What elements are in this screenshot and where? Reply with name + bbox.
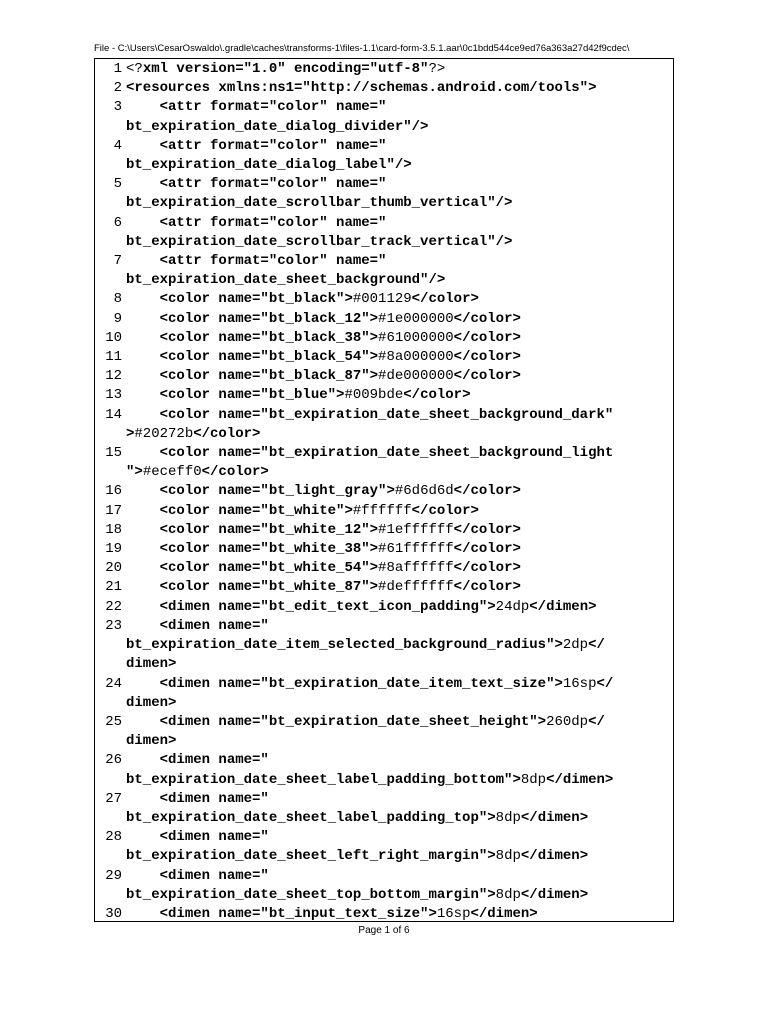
line-content bbox=[122, 540, 670, 559]
xml-markup: </dimen> bbox=[520, 809, 589, 826]
line-number: 27 bbox=[105, 790, 122, 807]
xml-value: #de000000 bbox=[378, 368, 454, 385]
line-number: 4 bbox=[113, 137, 122, 154]
xml-markup: <color name="bt_light_gray"> bbox=[126, 483, 395, 500]
code-line bbox=[100, 905, 670, 924]
xml-markup: <color name="bt_black_54"> bbox=[126, 349, 379, 366]
xml-markup: <color name="bt_white_12"> bbox=[126, 521, 379, 538]
line-number: 17 bbox=[105, 502, 122, 519]
xml-markup: </dimen> bbox=[520, 848, 589, 865]
xml-markup: </color> bbox=[453, 349, 521, 366]
xml-value: 8dp bbox=[495, 848, 521, 865]
code-line bbox=[100, 713, 670, 751]
line-content bbox=[122, 329, 670, 348]
line-content bbox=[122, 98, 670, 136]
xml-markup: </color> bbox=[453, 483, 521, 500]
line-number: 10 bbox=[105, 329, 122, 346]
xml-value: 8dp bbox=[520, 771, 547, 788]
xml-value: 260dp bbox=[546, 713, 589, 730]
code-line bbox=[100, 598, 670, 617]
xml-value: 24dp bbox=[495, 598, 530, 615]
xml-markup: <dimen name=" bt_expiration_date_sheet_left_right_margin"> bbox=[126, 829, 496, 865]
xml-markup: <dimen name=" bt_expiration_date_sheet_label_padding_top"> bbox=[126, 790, 496, 826]
xml-markup: xml version="1.0" encoding="utf-8" bbox=[142, 61, 429, 77]
code-line bbox=[100, 406, 670, 444]
line-content bbox=[122, 598, 670, 617]
line-content bbox=[122, 252, 670, 290]
xml-markup: <color name="bt_white"> bbox=[126, 502, 353, 519]
line-number: 6 bbox=[113, 214, 122, 231]
code-line bbox=[100, 578, 670, 597]
xml-value: #8a000000 bbox=[378, 349, 454, 366]
xml-markup: </color> bbox=[453, 310, 521, 327]
code-line bbox=[100, 60, 670, 79]
xml-markup: </color> bbox=[411, 291, 479, 308]
line-number: 24 bbox=[105, 675, 122, 692]
xml-markup: </color> bbox=[193, 425, 261, 442]
code-line bbox=[100, 310, 670, 329]
code-line bbox=[100, 252, 670, 290]
code-line bbox=[100, 790, 670, 828]
code-line bbox=[100, 482, 670, 501]
xml-markup: </color> bbox=[403, 387, 471, 404]
xml-markup: <attr format="color" name=" bt_expiration_date_dialog_divider"/> bbox=[126, 99, 429, 135]
line-content bbox=[122, 675, 670, 713]
line-content bbox=[122, 137, 670, 175]
xml-value: #001129 bbox=[352, 291, 412, 308]
code-listing bbox=[100, 60, 670, 924]
xml-markup: <color name="bt_expiration_date_sheet_background_light "> bbox=[126, 445, 614, 481]
xml-value: #61000000 bbox=[378, 329, 454, 346]
xml-markup: <color name="bt_blue"> bbox=[126, 387, 345, 404]
code-line bbox=[100, 675, 670, 713]
line-number: 21 bbox=[105, 579, 122, 596]
line-content bbox=[122, 444, 670, 482]
code-line bbox=[100, 617, 670, 675]
line-number: 9 bbox=[113, 310, 122, 327]
line-number: 14 bbox=[105, 406, 122, 423]
code-line bbox=[100, 751, 670, 789]
line-content bbox=[122, 828, 670, 866]
xml-value: #8affffff bbox=[378, 560, 454, 577]
line-content bbox=[122, 905, 670, 924]
xml-value: #61ffffff bbox=[378, 541, 454, 558]
xml-markup: <color name="bt_black_87"> bbox=[126, 368, 379, 385]
xml-markup: <dimen name="bt_edit_text_icon_padding"> bbox=[126, 598, 496, 615]
line-content bbox=[122, 60, 670, 79]
line-content bbox=[122, 751, 670, 789]
line-content bbox=[122, 790, 670, 828]
xml-markup: </color> bbox=[411, 502, 479, 519]
line-content bbox=[122, 367, 670, 386]
xml-value: 16sp bbox=[436, 905, 471, 922]
line-number: 7 bbox=[113, 253, 122, 270]
code-line bbox=[100, 444, 670, 482]
xml-markup: </ dimen> bbox=[126, 713, 605, 750]
xml-markup: <dimen name="bt_expiration_date_sheet_height"> bbox=[126, 713, 547, 730]
line-number: 13 bbox=[105, 387, 122, 404]
line-content bbox=[122, 867, 670, 905]
xml-value: #009bde bbox=[344, 387, 404, 404]
line-number: 22 bbox=[105, 598, 122, 615]
code-line bbox=[100, 348, 670, 367]
code-line bbox=[100, 290, 670, 309]
xml-markup: <attr format="color" name=" bt_expiration_date_scrollbar_thumb_vertical"/> bbox=[126, 176, 513, 212]
line-number: 28 bbox=[105, 829, 122, 846]
code-line bbox=[100, 559, 670, 578]
line-content bbox=[122, 713, 670, 751]
line-number: 18 bbox=[105, 521, 122, 538]
xml-value: #1e000000 bbox=[378, 310, 454, 327]
xml-markup: <color name="bt_white_87"> bbox=[126, 579, 379, 596]
line-number: 15 bbox=[105, 445, 122, 462]
xml-markup: </color> bbox=[453, 521, 521, 538]
code-line bbox=[100, 137, 670, 175]
xml-value: 2dp bbox=[562, 637, 589, 654]
line-number: 12 bbox=[105, 368, 122, 385]
xml-markup: </color> bbox=[453, 329, 521, 346]
line-content bbox=[122, 290, 670, 309]
line-number: 23 bbox=[105, 617, 122, 634]
xml-value: <? bbox=[126, 61, 143, 77]
xml-value: #ffffff bbox=[352, 502, 412, 519]
xml-markup: </dimen> bbox=[520, 886, 589, 903]
page-number: Page 1 of 6 bbox=[358, 925, 410, 936]
code-line bbox=[100, 828, 670, 866]
xml-markup: </dimen> bbox=[546, 771, 614, 788]
file-path-header: File - C:\Users\CesarOswaldo\.gradle\caches\transforms-1\files-1.1\card-form-3.5.1.aar\0c1bdd544ce9ed76a363a27d42f9cdec\ bbox=[94, 43, 630, 54]
xml-markup: <attr format="color" name=" bt_expiration_date_scrollbar_track_vertical"/> bbox=[126, 214, 513, 250]
xml-markup: </dimen> bbox=[529, 598, 597, 615]
xml-markup: <dimen name=" bt_expiration_date_sheet_top_bottom_margin"> bbox=[126, 867, 496, 903]
xml-markup: <dimen name=" bt_expiration_date_sheet_label_padding_bottom"> bbox=[126, 752, 521, 788]
xml-markup: <resources xmlns:ns1="http://schemas.android.com/tools"> bbox=[126, 80, 597, 97]
code-line bbox=[100, 175, 670, 213]
xml-markup: <attr format="color" name=" bt_expiration_date_sheet_background"/> bbox=[126, 253, 446, 289]
xml-value: #6d6d6d bbox=[394, 483, 454, 500]
code-line bbox=[100, 79, 670, 98]
xml-markup: </dimen> bbox=[470, 905, 538, 922]
line-content bbox=[122, 482, 670, 501]
xml-value: 8dp bbox=[495, 886, 521, 903]
xml-markup: <color name="bt_white_54"> bbox=[126, 560, 379, 577]
line-number: 25 bbox=[105, 713, 122, 730]
line-number: 16 bbox=[105, 483, 122, 500]
line-number: 2 bbox=[113, 80, 122, 97]
line-number: 5 bbox=[113, 176, 122, 193]
line-number: 11 bbox=[105, 349, 122, 366]
line-content bbox=[122, 406, 670, 444]
xml-value: #20272b bbox=[134, 425, 194, 442]
xml-markup: <dimen name="bt_expiration_date_item_text_size"> bbox=[126, 675, 563, 692]
xml-markup: </color> bbox=[201, 464, 269, 481]
xml-markup: </ dimen> bbox=[126, 637, 605, 673]
line-number: 8 bbox=[113, 291, 122, 308]
code-line bbox=[100, 329, 670, 348]
xml-value: 16sp bbox=[562, 675, 597, 692]
xml-markup: <attr format="color" name=" bt_expiration_date_dialog_label"/> bbox=[126, 137, 412, 174]
line-content bbox=[122, 521, 670, 540]
line-number: 29 bbox=[105, 867, 122, 884]
xml-markup: <color name="bt_black"> bbox=[126, 291, 353, 308]
code-line bbox=[100, 98, 670, 136]
line-content bbox=[122, 348, 670, 367]
line-content bbox=[122, 175, 670, 213]
xml-markup: <color name="bt_white_38"> bbox=[126, 541, 379, 558]
code-line bbox=[100, 867, 670, 905]
xml-value: ?> bbox=[428, 61, 446, 77]
line-number: 30 bbox=[105, 905, 122, 922]
line-number: 26 bbox=[105, 752, 122, 769]
xml-markup: <dimen name=" bt_expiration_date_item_selected_background_radius"> bbox=[126, 617, 563, 654]
code-line bbox=[100, 367, 670, 386]
xml-value: 8dp bbox=[495, 809, 521, 826]
code-line bbox=[100, 386, 670, 405]
code-line bbox=[100, 502, 670, 521]
line-content bbox=[122, 617, 670, 675]
line-content bbox=[122, 559, 670, 578]
line-content bbox=[122, 578, 670, 597]
xml-value: #eceff0 bbox=[142, 464, 202, 481]
xml-markup: </ dimen> bbox=[126, 675, 614, 711]
line-content bbox=[122, 214, 670, 252]
line-content bbox=[122, 502, 670, 521]
line-content bbox=[122, 310, 670, 329]
line-number: 3 bbox=[113, 99, 122, 116]
line-number: 20 bbox=[105, 560, 122, 577]
xml-markup: </color> bbox=[453, 368, 521, 385]
xml-markup: <color name="bt_black_38"> bbox=[126, 329, 379, 346]
xml-value: #deffffff bbox=[378, 579, 454, 596]
code-line bbox=[100, 214, 670, 252]
xml-markup: <color name="bt_expiration_date_sheet_background_dark" > bbox=[126, 406, 614, 442]
xml-markup: </color> bbox=[453, 579, 521, 596]
line-content bbox=[122, 79, 670, 98]
line-number: 1 bbox=[113, 61, 122, 77]
line-content bbox=[122, 386, 670, 405]
line-number: 19 bbox=[105, 541, 122, 558]
xml-value: #1effffff bbox=[378, 521, 454, 538]
xml-markup: <color name="bt_black_12"> bbox=[126, 310, 379, 327]
code-line bbox=[100, 521, 670, 540]
xml-markup: <dimen name="bt_input_text_size"> bbox=[126, 905, 437, 922]
xml-markup: </color> bbox=[453, 541, 521, 558]
code-line bbox=[100, 540, 670, 559]
xml-markup: </color> bbox=[453, 560, 521, 577]
